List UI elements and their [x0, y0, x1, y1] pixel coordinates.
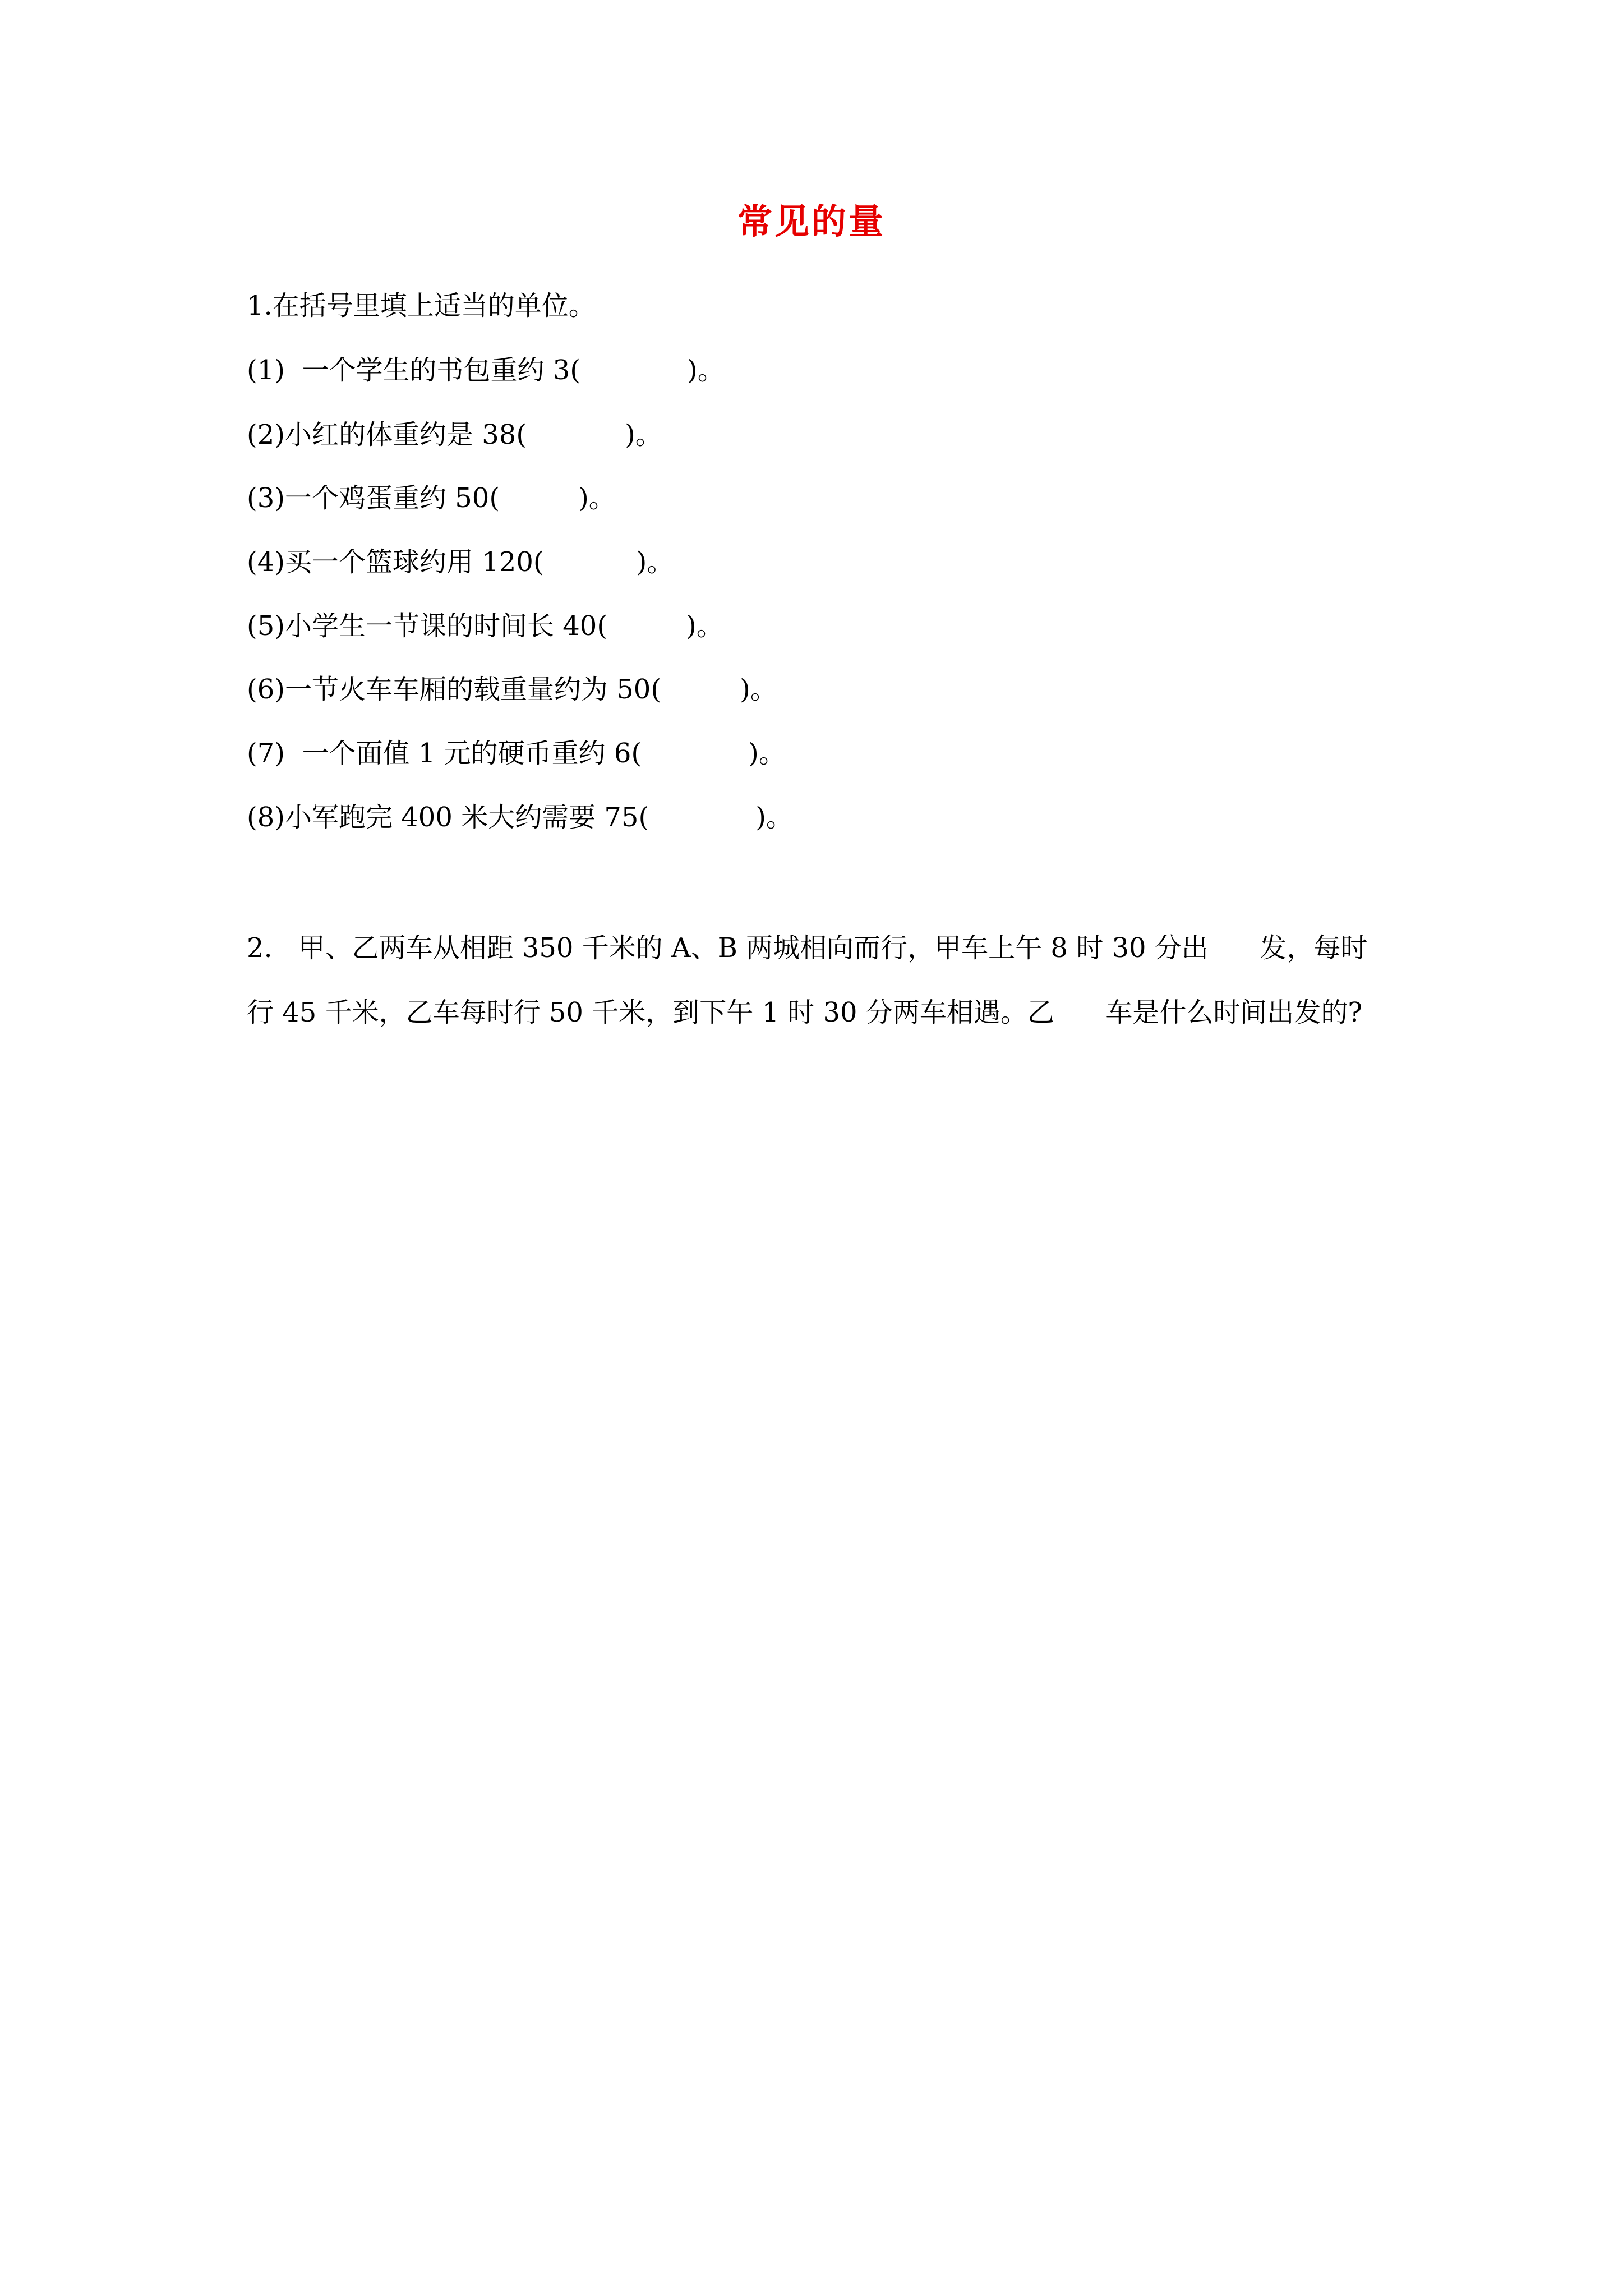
- item-7-text: (7) 一个面值 1 元的硬币重约 6(: [247, 738, 642, 769]
- item-8-suffix: )。: [755, 802, 793, 833]
- item-1-suffix: )。: [687, 355, 725, 386]
- question-2-line-2: 行 45 千米，乙车每时行 50 千米，到下午 1 时 30 分两车相遇。乙 车是什么时间出发的?: [247, 997, 1363, 1028]
- item-5-suffix: )。: [686, 610, 723, 642]
- question-2-line-1: 2. 甲、乙两车从相距 350 千米的 A、B 两城相向而行，甲车上午 8 时 30 分出 发，每时: [247, 932, 1368, 964]
- question-1-item-3: [247, 478, 616, 518]
- item-6-suffix: )。: [740, 674, 777, 705]
- question-1-item-4: [247, 542, 674, 582]
- question-1-item-1: [247, 351, 725, 390]
- item-4-text: (4)买一个篮球约用 120(: [247, 546, 544, 578]
- item-3-suffix: )。: [578, 482, 616, 514]
- question-1-item-7: [247, 734, 786, 773]
- question-1-item-5: [247, 606, 723, 646]
- item-6-text: (6)一节火车车厢的载重量约为 50(: [247, 674, 662, 705]
- question-1-heading: 1.在括号里填上适当的单位。: [247, 290, 596, 321]
- item-2-suffix: )。: [625, 419, 662, 450]
- item-5-text: (5)小学生一节课的时间长 40(: [247, 610, 608, 642]
- item-4-suffix: )。: [636, 546, 674, 578]
- item-1-text: (1) 一个学生的书包重约 3(: [247, 355, 581, 386]
- item-3-text: (3)一个鸡蛋重约 50(: [247, 482, 500, 514]
- question-1-item-6: [247, 670, 777, 709]
- question-1-item-8: [247, 798, 793, 837]
- item-2-text: (2)小红的体重约是 38(: [247, 419, 527, 450]
- page-title: 常见的量: [737, 201, 886, 242]
- item-7-suffix: )。: [748, 738, 786, 769]
- item-8-text: (8)小军跑完 400 米大约需要 75(: [247, 802, 649, 833]
- question-1-item-2: [247, 415, 662, 454]
